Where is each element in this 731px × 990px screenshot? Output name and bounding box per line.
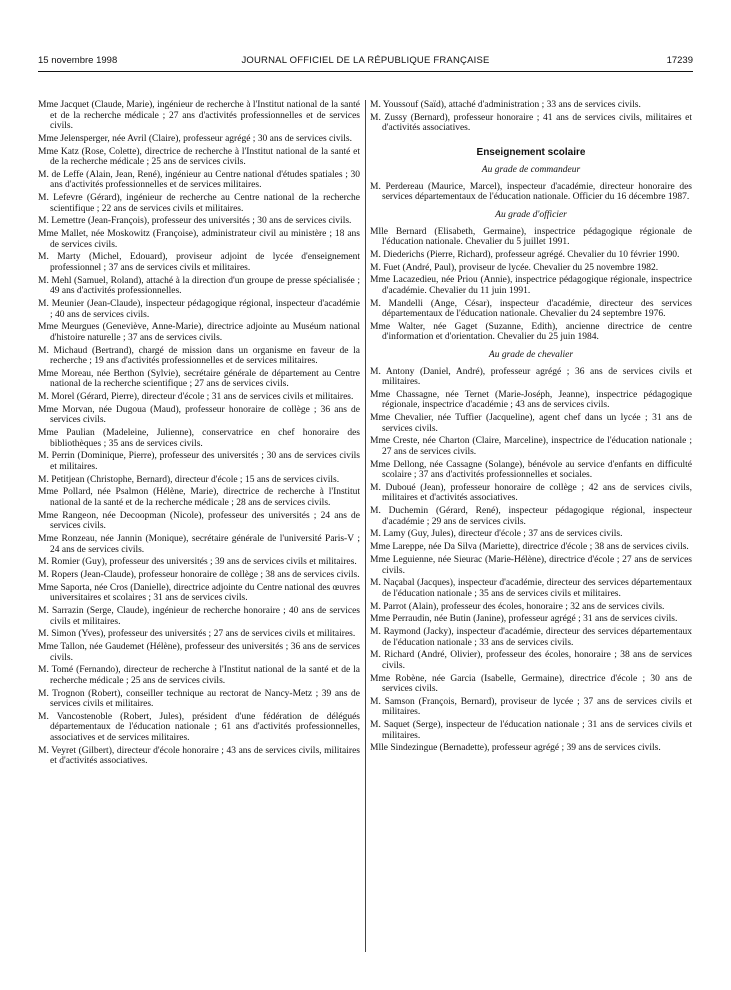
list-item: Mme Pollard, née Psalmon (Hélène, Marie), directrice de recherche à l'Institut national de la santé et de la recherche médicale ; 28 ans de services civils. <box>38 487 360 508</box>
list-item: M. Romier (Guy), professeur des universités ; 39 ans de services civils et militaires. <box>38 557 357 568</box>
list-item: Mme Paulian (Madeleine, Julienne), conservatrice en chef honoraire des bibliothèques ; 35 ans de services civils. <box>38 428 360 449</box>
list-item: Mme Jacquet (Claude, Marie), ingénieur de recherche à l'Institut national de la santé et de la recherche médicale ; 27 ans d'activités professionnelles et de services civils. <box>38 100 360 132</box>
list-item: M. de Leffe (Alain, Jean, René), ingénieur au Centre national d'études spatiales ; 30 ans d'activités professionnelles et de services militaires. <box>38 169 360 191</box>
list-item: M. Morel (Gérard, Pierre), directeur d'école ; 31 ans de services civils et militaires. <box>38 392 354 403</box>
grade-heading-officier: Au grade d'officier <box>495 210 567 221</box>
list-item: M. Michaud (Bertrand), chargé de mission dans un organisme en faveur de la recherche ; 19 ans d'activités professionnelles et de services militaires. <box>38 345 360 367</box>
list-item: Mme Jelensperger, née Avril (Claire), professeur agrégé ; 30 ans de services civils. <box>38 133 352 144</box>
header-rule <box>38 71 693 72</box>
grade-heading-chevalier: Au grade de chevalier <box>488 349 574 360</box>
list-item: M. Naçabal (Jacques), inspecteur d'académie, directeur des services départementaux de l'éducation nationale ; 35 ans de services civils et militaires. <box>370 578 692 599</box>
list-item: M. Simon (Yves), professeur des universités ; 27 ans de services civils et militaires. <box>38 629 356 640</box>
list-item: Mme Perraudin, née Butin (Janine), professeur agrégé ; 31 ans de services civils. <box>370 614 678 625</box>
list-item: Mlle Sindezingue (Bernadette), professeur agrégé ; 39 ans de services civils. <box>370 743 661 754</box>
officier-entries <box>370 227 692 343</box>
list-item: M. Mandelli (Ange, César), inspecteur d'académie, directeur des services départementaux de l'éducation nationale. Chevalier du 24 septembre 1976. <box>370 298 692 320</box>
list-item: M. Duchemin (Gérard, René), inspecteur pédagogique régional, inspecteur d'académie ; 29 ans de services civils. <box>370 506 692 527</box>
list-item: Mme Chevalier, née Tuffier (Jacqueline), agent chef dans un lycée ; 31 ans de services civils. <box>370 413 692 434</box>
list-item: Mme Walter, née Gaget (Suzanne, Edith), ancienne directrice de centre d'information et d'orientation. Chevalier du 25 juin 1984. <box>370 321 692 343</box>
chevalier-entries <box>370 367 692 754</box>
list-item: Mme Dellong, née Cassagne (Solange), bénévole au service d'enfants en difficulté scolaire ; 37 ans d'activités professionnelles et sociales. <box>370 459 692 481</box>
list-item: Mme Moreau, née Berthon (Sylvie), secrétaire générale de département au Centre national de la recherche scientifique ; 27 ans de services civils. <box>38 368 360 390</box>
list-item: M. Lamy (Guy, Jules), directeur d'école ; 37 ans de services civils. <box>370 529 623 540</box>
list-item: Mme Leguienne, née Sieurac (Marie-Hélène), directrice d'école ; 27 ans de services civils. <box>370 554 692 576</box>
list-item: Mme Meurgues (Geneviève, Anne-Marie), directrice adjointe au Muséum national d'histoire naturelle ; 37 ans de services civils. <box>38 322 360 343</box>
continued-entries <box>370 100 692 134</box>
list-item: M. Diederichs (Pierre, Richard), professeur agrégé. Chevalier du 10 février 1990. <box>370 249 680 260</box>
list-item: M. Perdereau (Maurice, Marcel), inspecteur d'académie, directeur honoraire des services départementaux de l'éducation nationale. Officier du 16 décembre 1987. <box>370 181 692 203</box>
list-item: Mme Chassagne, née Ternet (Marie-Joséph, Jeanne), inspectrice pédagogique régionale, inspectrice d'académie ; 43 ans de services civils. <box>370 389 692 411</box>
list-item: Mme Ronzeau, née Jannin (Monique), secrétaire générale de l'université Paris-V ; 24 ans de services civils. <box>38 533 360 555</box>
list-item: M. Meunier (Jean-Claude), inspecteur pédagogique régional, inspecteur d'académie ; 40 ans de services civils. <box>38 298 360 320</box>
list-item: M. Mehl (Samuel, Roland), attaché à la direction d'un groupe de presse spécialisée ; 49 ans d'activités professionnelles. <box>38 275 360 297</box>
list-item: M. Samson (François, Bernard), proviseur de lycée ; 37 ans de services civils et militaires. <box>370 696 692 718</box>
list-item: M. Ropers (Jean-Claude), professeur honoraire de collège ; 38 ans de services civils. <box>38 570 360 580</box>
list-item: M. Sarrazin (Serge, Claude), ingénieur de recherche honoraire ; 40 ans de services civils et militaires. <box>38 606 360 627</box>
list-item: Mme Saporta, née Cros (Danielle), directrice adjointe du Centre national des œuvres universitaires et scolaires ; 31 ans de services civils. <box>38 582 360 604</box>
list-item: M. Tomé (Fernando), directeur de recherche à l'Institut national de la santé et de la recherche médicale ; 25 ans de services civils. <box>38 665 360 686</box>
list-item: Mme Creste, née Charton (Claire, Marceline), inspectrice de l'éducation nationale ; 27 ans de services civils. <box>370 436 692 457</box>
left-column <box>38 100 360 769</box>
list-item: Mme Tallon, née Gaudemet (Hélène), professeur des universités ; 36 ans de services civils. <box>38 642 360 663</box>
header-page-number: 17239 <box>666 55 693 66</box>
header-title: JOURNAL OFFICIEL DE LA RÉPUBLIQUE FRANÇAISE <box>241 55 490 66</box>
page-header <box>38 55 693 71</box>
list-item: M. Saquet (Serge), inspecteur de l'éducation nationale ; 31 ans de services civils et militaires. <box>370 720 692 741</box>
list-item: M. Zussy (Bernard), professeur honoraire ; 41 ans de services civils, militaires et d'activités associatives. <box>370 112 692 134</box>
list-item: Mme Rangeon, née Decoopman (Nicole), professeur des universités ; 24 ans de services civils. <box>38 510 360 532</box>
list-item: M. Trognon (Robert), conseiller technique au rectorat de Nancy-Metz ; 39 ans de services civils et militaires. <box>38 688 360 710</box>
list-item: M. Raymond (Jacky), inspecteur d'académie, directeur des services départementaux de l'éducation nationale ; 33 ans de services civils. <box>370 626 692 648</box>
section-title: Enseignement scolaire <box>476 146 586 158</box>
list-item: M. Youssouf (Saïd), attaché d'administration ; 33 ans de services civils. <box>370 100 641 110</box>
list-item: Mme Katz (Rose, Colette), directrice de recherche à l'Institut national de la santé et de la recherche médicale ; 25 ans de services civils. <box>38 146 360 168</box>
list-item: Mme Lareppe, née Da Silva (Mariette), directrice d'école ; 38 ans de services civils. <box>370 542 689 553</box>
list-item: Mme Morvan, née Dugoua (Maud), professeur honoraire de collège ; 36 ans de services civils. <box>38 404 360 426</box>
list-item: M. Fuet (André, Paul), proviseur de lycée. Chevalier du 25 novembre 1982. <box>370 262 659 273</box>
grade-heading-commandeur: Au grade de commandeur <box>481 165 581 176</box>
list-item: Mme Lacazedieu, née Priou (Annie), inspectrice pédagogique régionale, inspectrice d'académie. Chevalier du 11 juin 1991. <box>370 275 692 296</box>
list-item: M. Perrin (Dominique, Pierre), professeur des universités ; 30 ans de services civils et militaires. <box>38 451 360 472</box>
list-item: Mme Robène, née Garcia (Isabelle, Germaine), directrice d'école ; 30 ans de services civils. <box>370 673 692 695</box>
commandeur-entries <box>370 182 692 203</box>
right-column <box>370 100 692 756</box>
list-item: M. Antony (Daniel, André), professeur agrégé ; 36 ans de services civils et militaires. <box>370 366 692 388</box>
list-item: M. Petitjean (Christophe, Bernard), directeur d'école ; 15 ans de services civils. <box>38 474 340 485</box>
list-item: Mme Mallet, née Moskowitz (Françoise), administrateur civil au ministère ; 18 ans de services civils. <box>38 229 360 250</box>
list-item: Mlle Bernard (Elisabeth, Germaine), inspectrice pédagogique régionale de l'éducation nationale. Chevalier du 5 juillet 1991. <box>370 226 692 248</box>
list-item: M. Richard (André, Olivier), professeur des écoles, honoraire ; 38 ans de services civils. <box>370 650 692 671</box>
list-item: M. Lemettre (Jean-François), professeur des universités ; 30 ans de services civils. <box>38 216 352 227</box>
list-item: M. Veyret (Gilbert), directeur d'école honoraire ; 43 ans de services civils, militaires et d'activités associatives. <box>38 745 360 767</box>
list-item: M. Vancostenoble (Robert, Jules), président d'une fédération de délégués départementaux de l'éducation nationale ; 61 ans d'activités professionnelles, associatives et de services militaires. <box>38 711 360 743</box>
column-divider <box>365 100 366 952</box>
list-item: M. Duboué (Jean), professeur honoraire de collège ; 42 ans de services civils, militaires et d'activités associatives. <box>370 482 692 504</box>
header-date: 15 novembre 1998 <box>38 55 118 66</box>
list-item: M. Marty (Michel, Edouard), proviseur adjoint de lycée d'enseignement professionnel ; 37 ans de services civils et militaires. <box>38 252 360 273</box>
list-item: M. Parrot (Alain), professeur des écoles, honoraire ; 32 ans de services civils. <box>370 601 665 612</box>
list-item: M. Lefevre (Gérard), ingénieur de recherche au Centre national de la recherche scientifique ; 22 ans de services civils et militaires. <box>38 193 360 214</box>
